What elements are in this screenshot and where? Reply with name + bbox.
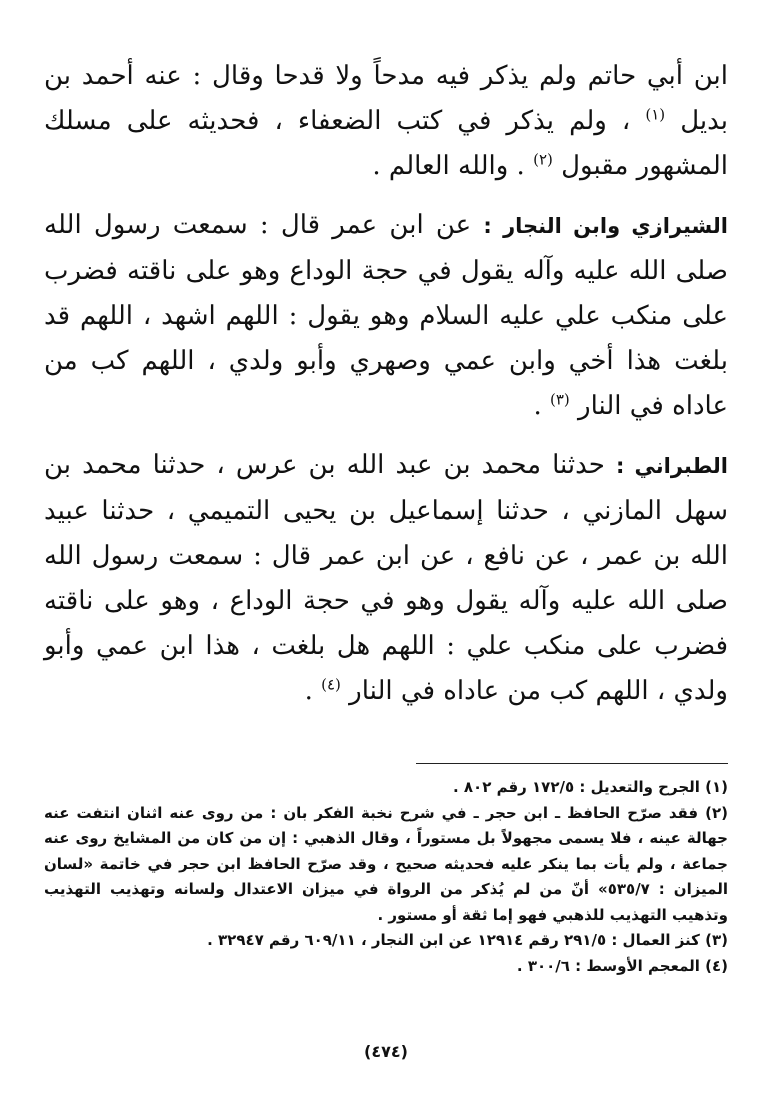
footnote-ref[interactable]: (٢) [533,150,553,169]
main-text [44,54,728,728]
footnote-ref[interactable]: (١) [645,105,666,124]
footnotes [44,775,728,979]
paragraph-text: . [533,391,542,421]
page-number: (٤٧٤) [364,1042,408,1061]
paragraph-text: . [304,676,313,706]
paragraph-text: ابن أبي حاتم ولم يذكر فيه مدحاً ولا قدحا وقال : عنه أحمد بن بديل [44,61,729,136]
paragraph-3 [44,443,728,714]
paragraph-text: . والله العالم . [372,151,525,181]
paragraph-text: عن ابن عمر قال : سمعت رسول الله صلى الله عليه وآله يقول في حجة الوداع وهو على ناقته فضرب على منكب علي عليه السلام وهو يقول : اللهم اشهد ، اللهم قد بلغت هذا أخي وابن عمي وصهري وأبو ولدي ، اللهم كب من عاداه في النار [44,210,728,421]
footnote-2: (٢) فقد صرّح الحافظ ـ ابن حجر ـ في شرح نخبة الفكر بان : من روى عنه اثنان انتفت عنه جهالة عينه ، فلا يسمى مجهولاً بل مستوراً ، وقال الذهبي : إن من كان من المشايخ روى عنه جماعة ، ولم يأت بما ينكر عليه فحديثه صحيح ، وقد صرّح الحافظ ابن حجر في خاتمة «لسان الميزان : ٥٣٥/٧» أنّ من لم يُذكر من الرواة في ميزان الاعتدال ولسانه وتهذيب التهذيب وتذهيب التهذيب للذهبي فهو إما ثقة أو مستور . [44,803,728,924]
footnote-3: (٣) كنز العمال : ٢٩١/٥ رقم ١٢٩١٤ عن ابن النجار ، ٦٠٩/١١ رقم ٣٢٩٤٧ . [207,931,728,949]
paragraph-2 [44,203,728,429]
footnote-1: (١) الجرح والتعديل : ١٧٢/٥ رقم ٨٠٢ . [452,778,728,796]
paragraph-text: حدثنا محمد بن عبد الله بن عرس ، حدثنا محمد بن سهل المازني ، حدثنا إسماعيل بن يحيى التميمي ، حدثنا عبيد الله بن عمر ، عن نافع ، عن ابن عمر قال : سمعت رسول الله صلى الله عليه وآله يقول وهو في حجة الوداع ، وهو على ناقته فضرب على منكب علي : اللهم هل بلغت ، هذا ابن عمي وأبو ولدي ، اللهم كب من عاداه في النار [44,450,728,706]
source-heading: الشيرازي وابن النجار : [483,214,729,238]
footnote-ref[interactable]: (٤) [321,675,341,694]
paragraph-1 [44,54,728,189]
footnote-ref[interactable]: (٣) [549,390,570,409]
footnote-4: (٤) المعجم الأوسط : ٣٠٠/٦ . [516,956,728,975]
source-heading: الطبراني : [615,454,729,478]
footnote-divider [416,763,728,764]
paragraph-text: ، ولم يذكر في كتب الضعفاء ، فحديثه على مسلك المشهور مقبول [44,106,728,181]
